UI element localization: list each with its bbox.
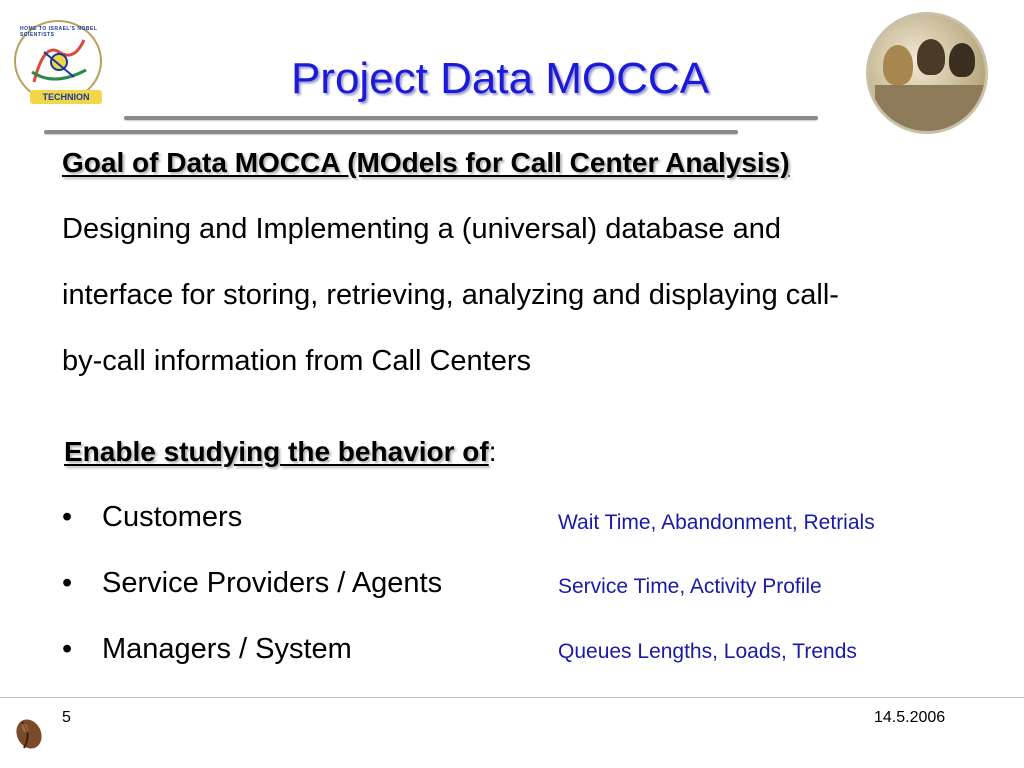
enable-heading-row: [64, 436, 497, 468]
title-rule-top: [124, 116, 818, 120]
goal-text-line-3: by-call information from Call Centers: [62, 345, 531, 377]
photo-desk: [875, 85, 985, 131]
technion-logo-icon: [10, 18, 106, 104]
logo-name-plate: [30, 90, 102, 104]
bullet-label: Customers: [102, 501, 243, 533]
goal-text-line-2: interface for storing, retrieving, analyzing and displaying call-: [62, 279, 839, 311]
enable-heading: Enable studying the behavior of: [64, 436, 489, 467]
logo-emblem-icon: [24, 32, 94, 90]
photo-figure-left: [883, 45, 913, 85]
goal-heading: Goal of Data MOCCA (MOdels for Call Center Analysis): [62, 147, 790, 178]
bullet-note: Queues Lengths, Loads, Trends: [558, 640, 857, 663]
photo-figure-center: [917, 39, 945, 75]
photo-figure-right: [949, 43, 975, 77]
logo-name: TECHNION: [42, 92, 90, 102]
enable-heading-colon: :: [488, 436, 497, 467]
bullet-item: [62, 566, 442, 600]
footer-date: 14.5.2006: [874, 709, 946, 726]
goal-text-line-1: Designing and Implementing a (universal) database and: [62, 213, 781, 245]
footer-divider: [0, 697, 1024, 698]
bullet-label: Service Providers / Agents: [102, 567, 443, 599]
bullet-label: Managers / System: [102, 633, 352, 665]
title-rule-bottom: [44, 130, 738, 134]
page-number: 5: [62, 709, 71, 726]
logo-arc-text: HOME TO ISRAEL'S NOBEL SCIENTISTS: [20, 26, 98, 38]
bullet-item: [62, 632, 352, 666]
bullet-note: Wait Time, Abandonment, Retrials: [558, 511, 875, 534]
slide-title: Project Data MOCCA: [290, 54, 710, 103]
bullet-note: Service Time, Activity Profile: [558, 575, 822, 598]
bullet-dot-icon: •: [62, 633, 73, 665]
coffee-bean-icon: [12, 712, 46, 752]
bullet-dot-icon: •: [62, 567, 73, 599]
bullet-dot-icon: •: [62, 501, 73, 533]
bullet-item: [62, 500, 242, 534]
call-center-agents-photo: [866, 12, 988, 134]
